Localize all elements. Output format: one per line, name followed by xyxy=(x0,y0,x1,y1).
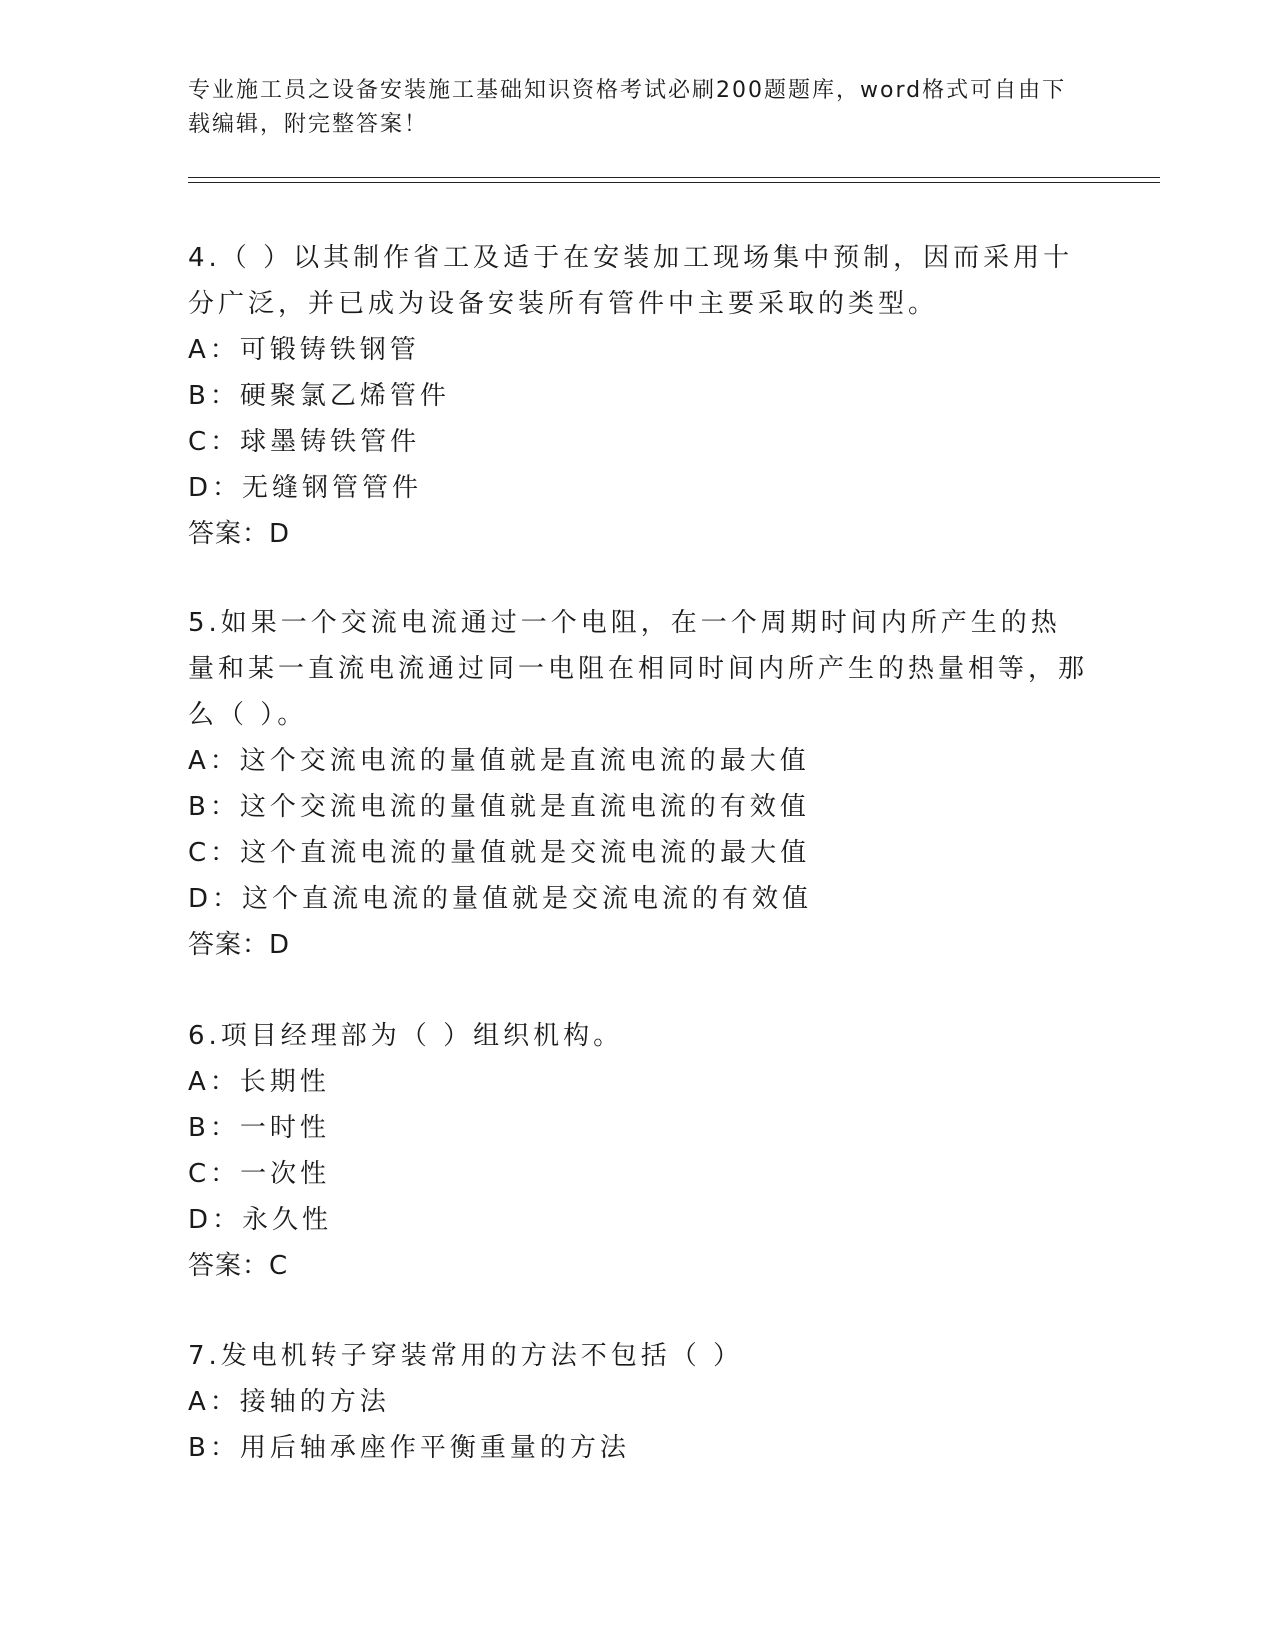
question-stem: 5.如果一个交流电流通过一个电阻，在一个周期时间内所产生的热量和某一直流电流通过同一电阻在相同时间内所产生的热量相等，那么（ ）。 xyxy=(188,608,1089,730)
option-a: A：这个交流电流的量值就是直流电流的最大值 xyxy=(188,746,810,776)
option-b: B：用后轴承座作平衡重量的方法 xyxy=(188,1433,630,1463)
option-b: B：硬聚氯乙烯管件 xyxy=(188,381,450,411)
option-d: D：这个直流电流的量值就是交流电流的有效值 xyxy=(188,884,813,914)
answer-line: 答案：D xyxy=(188,930,291,960)
option-c: C：球墨铸铁管件 xyxy=(188,427,421,457)
option-c: C：这个直流电流的量值就是交流电流的最大值 xyxy=(188,838,811,868)
header-divider-top xyxy=(188,177,1160,178)
question-5 xyxy=(188,600,1088,968)
option-b: B：一时性 xyxy=(188,1113,330,1143)
option-c: C：一次性 xyxy=(188,1159,331,1189)
question-6 xyxy=(188,1013,1088,1289)
header-divider-bottom xyxy=(188,182,1160,183)
document-header: 专业施工员之设备安装施工基础知识资格考试必刷200题题库，word格式可自由下载编辑，附完整答案！ xyxy=(188,78,1067,137)
answer-line: 答案：D xyxy=(188,519,291,549)
option-a: A：可锻铸铁钢管 xyxy=(188,335,420,365)
answer-line: 答案：C xyxy=(188,1251,289,1281)
question-stem: 7.发电机转子穿装常用的方法不包括（ ） xyxy=(188,1341,744,1371)
option-a: A：接轴的方法 xyxy=(188,1387,390,1417)
question-stem: 4.（ ）以其制作省工及适于在安装加工现场集中预制，因而采用十分广泛，并已成为设备安装所有管件中主要采取的类型。 xyxy=(188,243,1074,319)
option-d: D：永久性 xyxy=(188,1205,333,1235)
option-b: B：这个交流电流的量值就是直流电流的有效值 xyxy=(188,792,810,822)
question-stem: 6.项目经理部为（ ）组织机构。 xyxy=(188,1021,624,1051)
option-a: A：长期性 xyxy=(188,1067,330,1097)
option-d: D：无缝钢管管件 xyxy=(188,473,423,503)
question-4 xyxy=(188,235,1088,557)
question-7 xyxy=(188,1333,1088,1471)
